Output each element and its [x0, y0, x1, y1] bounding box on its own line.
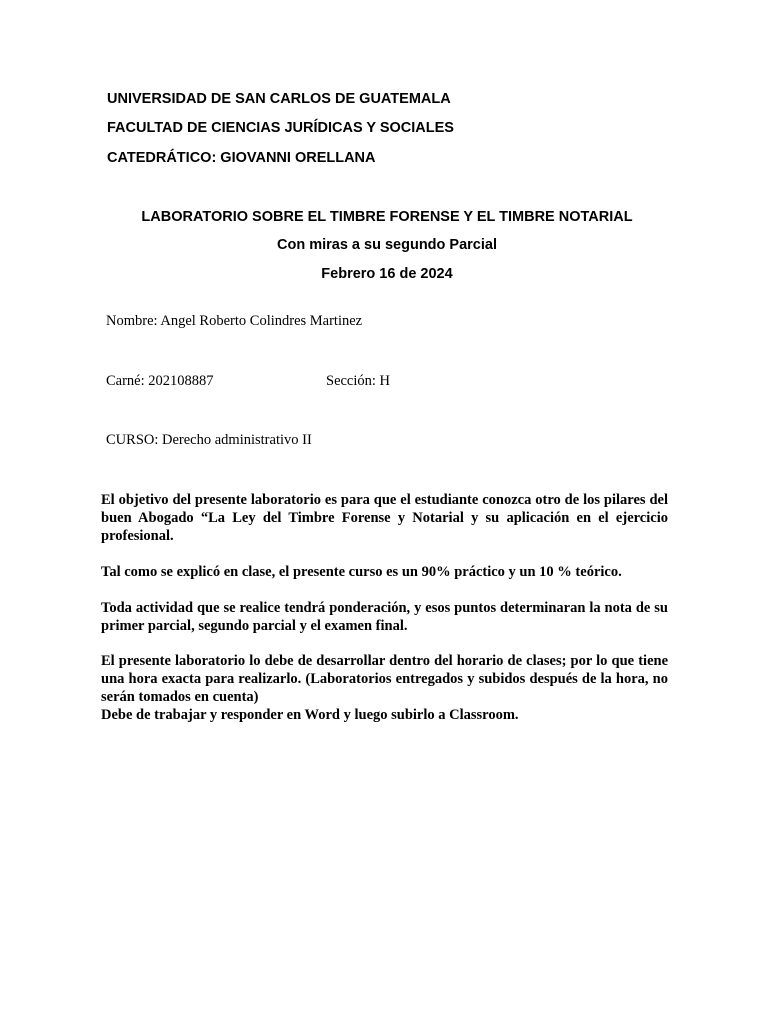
professor-heading: CATEDRÁTICO: GIOVANNI ORELLANA [107, 150, 376, 166]
document-subtitle: Con miras a su segundo Parcial [277, 237, 497, 253]
student-section: Sección: H [326, 373, 391, 389]
paragraph-schedule [101, 652, 668, 724]
paragraph-objective [101, 491, 668, 545]
paragraph-objective-text: El objetivo del presente laboratorio es para que el estudiante conozca otro de los pilares del buen Abogado “La Ley del Timbre Forense y Notarial y su aplicación en el ejercicio profesional. [101, 492, 668, 544]
paragraph-practice [101, 563, 668, 581]
paragraph-schedule-text: El presente laboratorio lo debe de desarrollar dentro del horario de clases; por lo que tiene una hora exacta para realizarlo. (Laboratorios entregados y subidos después de la hora, no serán tomados en cuenta) [101, 653, 668, 705]
faculty-heading: FACULTAD DE CIENCIAS JURÍDICAS Y SOCIALES [107, 120, 454, 136]
student-name: Nombre: Angel Roberto Colindres Martinez [106, 313, 363, 329]
course-name: CURSO: Derecho administrativo II [106, 432, 312, 448]
paragraph-grading [101, 599, 668, 635]
paragraph-grading-text: Toda actividad que se realice tendrá ponderación, y esos puntos determinaran la nota de su primer parcial, segundo parcial y el examen final. [101, 600, 668, 634]
paragraph-submission-text: Debe de trabajar y responder en Word y luego subirlo a Classroom. [101, 707, 519, 723]
student-carne: Carné: 202108887 [106, 373, 214, 389]
university-heading: UNIVERSIDAD DE SAN CARLOS DE GUATEMALA [107, 91, 451, 107]
document-date: Febrero 16 de 2024 [321, 266, 453, 282]
paragraph-practice-text: Tal como se explicó en clase, el presente curso es un 90% práctico y un 10 % teórico. [101, 564, 622, 580]
document-title: LABORATORIO SOBRE EL TIMBRE FORENSE Y EL TIMBRE NOTARIAL [141, 209, 633, 225]
